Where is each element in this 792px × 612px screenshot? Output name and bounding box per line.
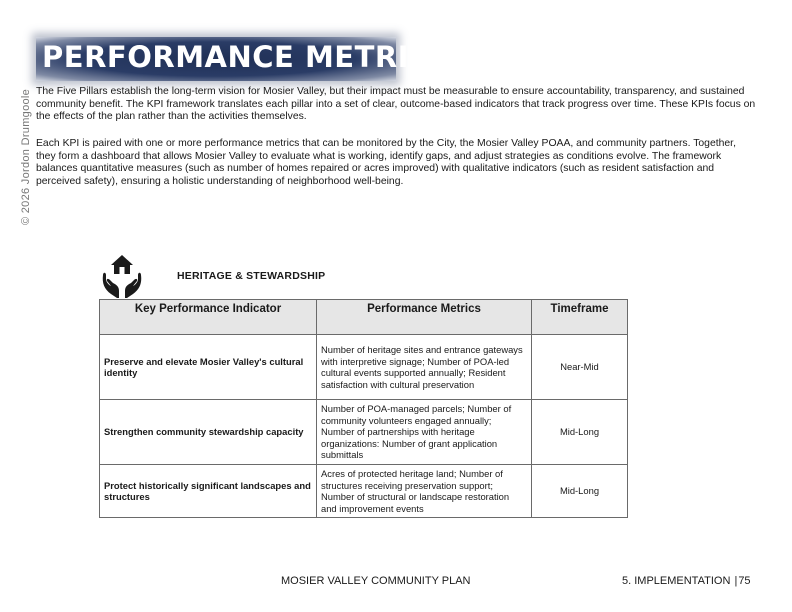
intro-paragraph: The Five Pillars establish the long-term vision for Mosier Valley, but their impact must be measurable to ensure accountability, transparency, and sustained community benefit. The KPI framework translates each pillar into a set of clear, outcome-based indicators that track progress over time. These KPIs focus on the effects of the plan rather than the activities themselves. <box>36 86 756 123</box>
table-row <box>100 465 628 518</box>
footer-separator: | <box>734 575 738 587</box>
hands-holding-house-icon <box>100 253 144 301</box>
page-title-banner <box>36 37 453 81</box>
indicator-cell: Strengthen community stewardship capacity <box>100 400 317 465</box>
table-row <box>100 400 628 465</box>
timeframe-cell: Near-Mid <box>532 335 628 400</box>
table-row <box>100 335 628 400</box>
footer-plan-name: MOSIER VALLEY COMMUNITY PLAN <box>281 575 471 587</box>
column-header-indicator: Key Performance Indicator <box>100 300 317 335</box>
kpi-paragraph: Each KPI is paired with one or more performance metrics that can be monitored by the City, the Mosier Valley POAA, and community partners. Together, they form a dashboard that allows Mosier Valley to evaluate what is working, identify gaps, and adjust strategies as conditions evolve. The framework balances quantitative measures (such as number of homes repaired or acres improved) with qualitative indicators (such as resident satisfaction and perceived safety), ensuring a holistic understanding of neighborhood well-being. <box>36 138 736 187</box>
footer-section: 5. IMPLEMENTATION <box>622 575 731 587</box>
copyright-notice: © 2026 Jordon Drumgoole <box>20 88 32 225</box>
timeframe-cell: Mid-Long <box>532 400 628 465</box>
indicator-cell: Protect historically significant landscapes and structures <box>100 465 317 518</box>
kpi-table <box>99 299 628 518</box>
footer-page-info <box>622 575 751 587</box>
column-header-metrics: Performance Metrics <box>317 300 532 335</box>
metrics-cell: Number of heritage sites and entrance gateways with interpretive signage; Number of POA-led cultural events supported annually; Resident satisfaction with cultural preservation <box>317 335 532 400</box>
metrics-cell: Acres of protected heritage land; Number of structures receiving preservation support; Number of structural or landscape restoration and improvement events <box>317 465 532 518</box>
table-header-row <box>100 300 628 335</box>
indicator-cell: Preserve and elevate Mosier Valley's cultural identity <box>100 335 317 400</box>
page-title: PERFORMANCE METRICS <box>42 40 453 74</box>
column-header-timeframe: Timeframe <box>532 300 628 335</box>
page-number: 75 <box>738 575 751 587</box>
metrics-cell: Number of POA-managed parcels; Number of community volunteers engaged annually; Number of partnerships with heritage organizations: Number of grant application submittals <box>317 400 532 465</box>
section-heading: HERITAGE & STEWARDSHIP <box>177 270 326 282</box>
timeframe-cell: Mid-Long <box>532 465 628 518</box>
